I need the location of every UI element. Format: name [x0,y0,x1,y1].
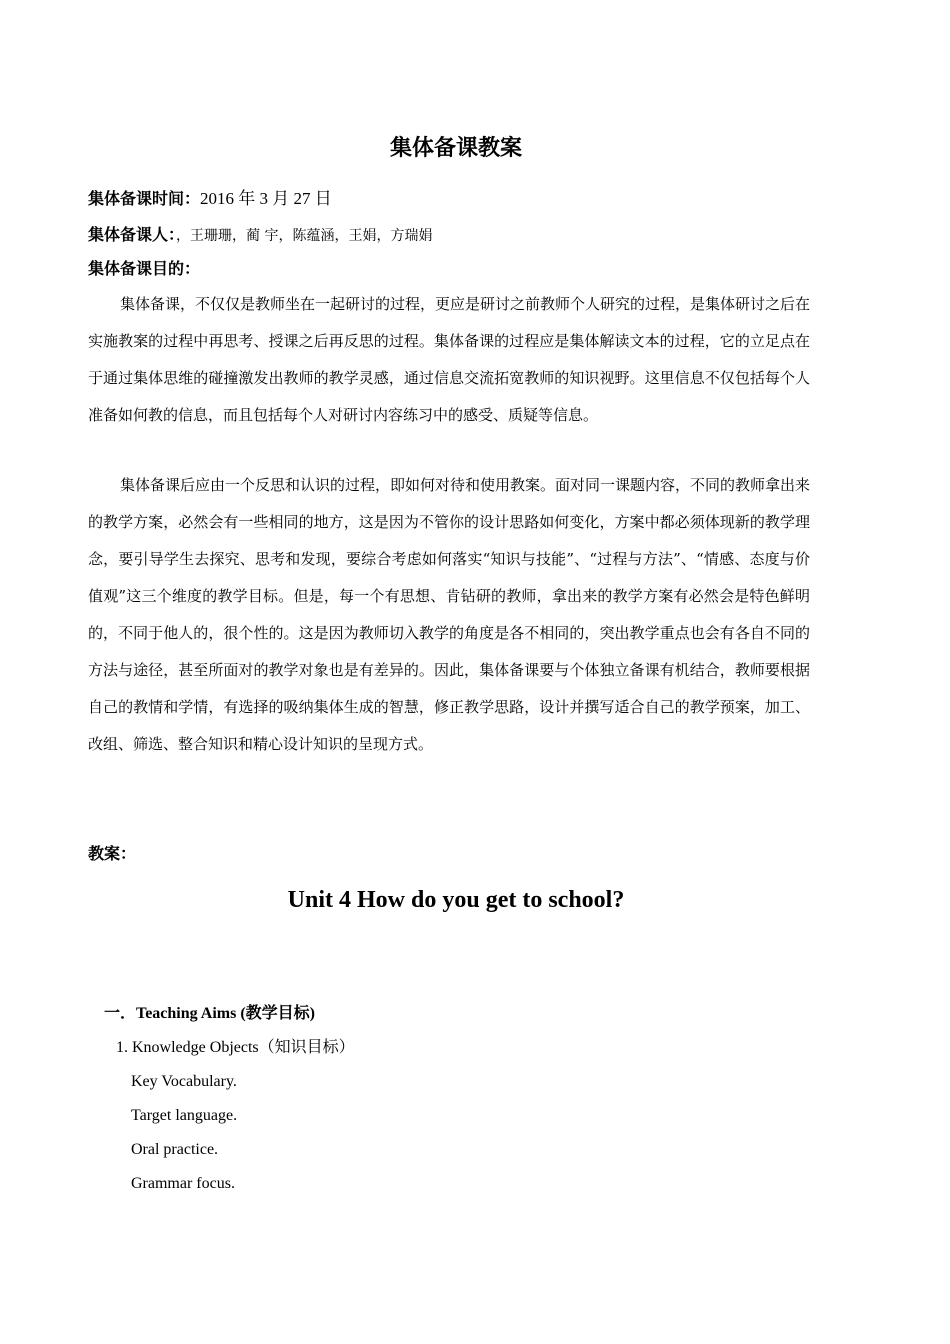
list-item: Grammar focus. [131,1175,235,1192]
purpose-paragraph-2: 集体备课后应由一个反思和认识的过程，即如何对待和使用教案。面对同一课题内容，不同的教师拿出来的教学方案，必然会有一些相同的地方，这是因为不管你的设计思路如何变化，方案中都必须体现新的教学理念，要引导学生去探究、思考和发现，要综合考虑如何落实“知识与技能”、“过程与方法”、“情感、态度与价值观”这三个维度的教学目标。但是，每一个有思想、肯钻研的教师，拿出来的教学方案有必然会是特色鲜明的，不同于他人的，很个性的。这是因为教师切入教学的角度是各不相同的，突出教学重点也会有各自不同的方法与途径，甚至所面对的教学对象也是有差异的。因此，集体备课要与个体独立备课有机结合，教师要根据自己的教情和学情，有选择的吸纳集体生成的智慧，修正教学思路，设计并撰写适合自己的教学预案，加工、改组、筛选、整合知识和精心设计知识的呈现方式。 [88,476,811,753]
list-item: Oral practice. [131,1141,219,1158]
prep-people-value: ，王珊珊，蔺 宇，陈蕴涵，王娟，方瑞娟 [176,228,433,244]
prep-people-label: 集体备课人： [88,225,177,244]
list-item: Key Vocabulary. [131,1073,237,1090]
list-item: Target language. [131,1107,238,1124]
unit-title: Unit 4 How do you get to school? [287,887,625,913]
prep-time-label: 集体备课时间： [88,189,201,208]
purpose-paragraph-1: 集体备课，不仅仅是教师坐在一起研讨的过程，更应是研讨之前教师个人研究的过程，是集体研讨之后在实施教案的过程中再思考、授课之后再反思的过程。集体备课的过程应是集体解读文本的过程，它的立足点在于通过集体思维的碰撞激发出教师的教学灵感，通过信息交流拓宽教师的知识视野。这里信息不仅包括每个人准备如何教的信息，而且包括每个人对研讨内容练习中的感受、质疑等信息。 [88,295,811,424]
prep-purpose-label: 集体备课目的： [88,259,201,278]
teaching-aims-heading: 一．Teaching Aims (教学目标) [104,1005,315,1022]
document-title: 集体备课教案 [389,136,522,161]
knowledge-objects-line: 1. Knowledge Objects（知识目标） [116,1039,355,1056]
lesson-plan-label: 教案： [88,844,137,863]
prep-people-line [88,222,432,249]
prep-time-line [88,186,332,212]
prep-time-value: 2016 年 3 月 27 日 [200,189,332,208]
